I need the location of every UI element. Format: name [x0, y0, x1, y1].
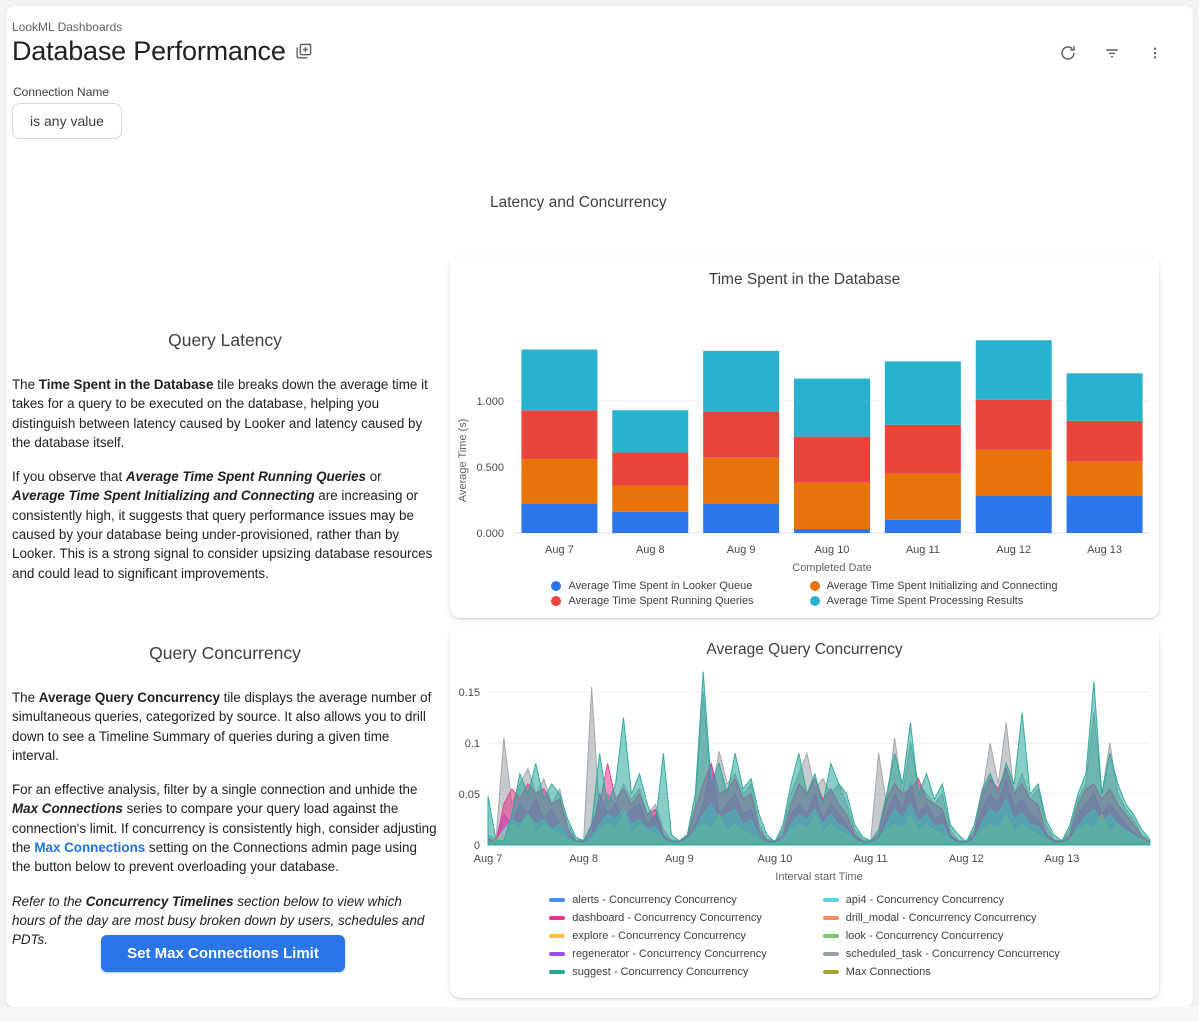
text-run: tile displays the average number of simultaneous queries, categorized by source. It also allows you to drill down to see a Timeline Summary of queries during a given time interval.: [12, 690, 432, 763]
bar-segment[interactable]: [976, 400, 1052, 450]
legend-item[interactable]: [823, 912, 1060, 924]
x-tick-label: Aug 11: [853, 853, 888, 865]
x-tick-label: Aug 13: [1087, 544, 1123, 556]
legend-item[interactable]: [549, 948, 766, 960]
y-axis-title: Average Time (s): [457, 418, 469, 503]
legend-swatch: [823, 934, 839, 938]
bar-segment[interactable]: [976, 340, 1052, 399]
text-run: The: [12, 690, 39, 705]
x-tick-label: Aug 11: [905, 544, 940, 556]
legend-swatch: [549, 970, 565, 974]
bar-segment[interactable]: [885, 474, 961, 520]
legend-swatch: [823, 916, 839, 920]
bar-segment[interactable]: [976, 496, 1052, 533]
legend-item[interactable]: [549, 894, 766, 906]
query-concurrency-paragraph-2: [12, 780, 438, 876]
x-tick-label: Aug 12: [948, 853, 984, 865]
page-title: Database Performance: [12, 36, 286, 66]
page-bottom-band: [0, 1007, 1199, 1021]
text-run-bold-italic: Average Time Spent Running Queries: [125, 469, 366, 485]
y-tick-label: 0.500: [476, 462, 504, 474]
y-tick-label: 1.000: [476, 396, 504, 408]
chart-title: Average Query Concurrency: [706, 641, 903, 658]
bar-segment[interactable]: [612, 452, 688, 485]
concurrency-area-chart[interactable]: [450, 659, 1159, 890]
legend-label: drill_modal - Concurrency Concurrency: [845, 912, 1037, 924]
bar-segment[interactable]: [885, 361, 961, 424]
x-axis-title: Completed Date: [792, 562, 872, 573]
bar-segment[interactable]: [794, 379, 870, 437]
bar-segment[interactable]: [703, 351, 779, 412]
tile-average-query-concurrency: [450, 628, 1159, 998]
legend-item[interactable]: [823, 966, 1060, 978]
text-run-italic: section below to view which hours of the day are most busy broken down by users, schedules and PDTs.: [12, 893, 425, 948]
y-tick-label: 0.05: [458, 789, 480, 801]
query-concurrency-paragraph-1: [12, 688, 438, 765]
legend-item[interactable]: [549, 912, 766, 924]
legend-item[interactable]: [823, 894, 1060, 906]
legend-swatch: [823, 952, 839, 956]
x-tick-label: Aug 9: [664, 853, 694, 865]
x-tick-label: Aug 10: [757, 853, 793, 865]
legend-swatch: [823, 898, 839, 902]
legend-label: suggest - Concurrency Concurrency: [572, 966, 749, 978]
text-run: For an effective analysis, filter by a single connection and unhide the: [12, 782, 418, 798]
legend-item[interactable]: [551, 580, 753, 592]
set-max-connections-button[interactable]: Set Max Connections Limit: [101, 935, 345, 972]
bar-segment[interactable]: [885, 520, 961, 533]
bar-segment[interactable]: [703, 458, 779, 504]
bar-segment[interactable]: [521, 350, 597, 411]
breadcrumb[interactable]: LookML Dashboards: [12, 20, 123, 34]
legend-swatch: [823, 970, 839, 974]
bar-segment[interactable]: [1067, 496, 1143, 533]
x-tick-label: Aug 7: [473, 853, 503, 865]
text-run: or: [366, 469, 382, 485]
tile-time-spent-in-database: [450, 258, 1159, 618]
legend-swatch: [549, 934, 565, 938]
legend-label: Average Time Spent Initializing and Connecting: [826, 580, 1058, 592]
max-connections-link[interactable]: Max Connections: [34, 840, 146, 856]
legend-swatch: [549, 952, 565, 956]
bar-segment[interactable]: [521, 459, 597, 504]
area-chart-legend: [450, 894, 1159, 978]
bar-segment[interactable]: [703, 504, 779, 533]
area-chart-svg[interactable]: [450, 659, 1159, 885]
query-latency-paragraph-1: [12, 375, 438, 452]
y-tick-label: 0.000: [476, 528, 504, 540]
query-concurrency-heading: Query Concurrency: [149, 643, 301, 663]
legend-swatch: [551, 581, 561, 591]
refresh-icon[interactable]: [1057, 42, 1079, 64]
legend-label: scheduled_task - Concurrency Concurrency: [845, 948, 1060, 960]
filter-label: Connection Name: [13, 85, 110, 99]
text-run-bold: Average Query Concurrency: [38, 690, 220, 705]
legend-swatch: [810, 596, 820, 606]
query-concurrency-text-block: [12, 643, 438, 965]
text-run: The: [12, 377, 39, 392]
legend-label: explore - Concurrency Concurrency: [572, 930, 746, 942]
bar-segment[interactable]: [794, 529, 870, 533]
legend-label: Average Time Spent in Looker Queue: [568, 580, 753, 592]
bar-segment[interactable]: [794, 483, 870, 529]
legend-label: alerts - Concurrency Concurrency: [572, 894, 737, 906]
bar-segment[interactable]: [612, 410, 688, 452]
y-tick-label: 0.15: [458, 687, 480, 699]
query-latency-heading: Query Latency: [168, 330, 282, 350]
legend-label: dashboard - Concurrency Concurrency: [572, 912, 762, 924]
duplicate-dashboard-icon[interactable]: [294, 42, 313, 61]
bar-segment[interactable]: [521, 410, 597, 459]
legend-label: Average Time Spent Running Queries: [568, 595, 754, 607]
text-run: setting on the Connections admin page using the button below to prevent overloading your database.: [12, 840, 417, 875]
bar-segment[interactable]: [703, 412, 779, 458]
legend-swatch: [549, 916, 565, 920]
y-tick-label: 0.1: [464, 738, 480, 750]
x-axis-title: Interval start Time: [775, 871, 863, 883]
legend-label: Average Time Spent Processing Results: [826, 595, 1024, 607]
legend-item[interactable]: [549, 966, 766, 978]
legend-swatch: [549, 898, 565, 902]
x-tick-label: Aug 13: [1044, 853, 1080, 865]
legend-item[interactable]: [549, 930, 766, 942]
text-run: series to compare your query load against the connection's limit. If concurrency is consistently high, consider adjusting the: [12, 801, 437, 856]
legend-label: Max Connections: [845, 966, 931, 978]
kebab-menu-icon[interactable]: [1145, 42, 1165, 64]
bar-segment[interactable]: [612, 485, 688, 511]
bar-segment[interactable]: [1067, 462, 1143, 496]
bar-segment[interactable]: [1067, 373, 1143, 421]
bar-chart-legend: [450, 580, 1159, 607]
query-latency-paragraph-2: [12, 467, 438, 583]
legend-swatch: [810, 581, 820, 591]
text-run: tile breaks down the average time it takes for a query to be executed on the database, helping you distinguish between latency caused by Looker and latency caused by the database itself.: [12, 377, 428, 450]
legend-item[interactable]: [823, 948, 1060, 960]
bar-segment[interactable]: [1067, 421, 1143, 462]
legend-label: regenerator - Concurrency Concurrency: [572, 948, 767, 960]
bar-segment[interactable]: [976, 450, 1052, 496]
legend-item[interactable]: [823, 930, 1060, 942]
time-spent-bar-chart[interactable]: [450, 289, 1159, 578]
text-run: If you observe that: [12, 469, 126, 485]
bar-chart-svg[interactable]: [450, 289, 1159, 573]
x-tick-label: Aug 8: [569, 853, 599, 865]
legend-item[interactable]: [810, 580, 1058, 592]
legend-label: api4 - Concurrency Concurrency: [845, 894, 1005, 906]
filter-icon[interactable]: [1101, 42, 1123, 64]
x-tick-label: Aug 7: [545, 544, 574, 556]
query-latency-text-block: [12, 330, 438, 598]
bar-segment[interactable]: [612, 512, 688, 533]
legend-item[interactable]: [551, 595, 753, 607]
legend-item[interactable]: [810, 595, 1058, 607]
bar-segment[interactable]: [521, 504, 597, 533]
legend-swatch: [551, 596, 561, 606]
text-run-italic: Refer to the: [12, 893, 86, 909]
bar-segment[interactable]: [885, 425, 961, 474]
x-tick-label: Aug 8: [635, 544, 665, 556]
x-tick-label: Aug 9: [726, 544, 756, 556]
text-run: are increasing or consistently high, it suggests that query performance issues may be caused by your database being under-provisioned, rather than by Looker. This is a strong signal to consider upsizing database resources and could lead to significant improvements.: [12, 488, 433, 581]
legend-label: look - Concurrency Concurrency: [845, 930, 1004, 942]
bar-segment[interactable]: [794, 437, 870, 483]
x-tick-label: Aug 12: [996, 544, 1032, 556]
text-run-bold-italic: Concurrency Timelines: [85, 893, 234, 909]
connection-name-filter[interactable]: is any value: [12, 103, 122, 139]
text-run-bold-italic: Max Connections: [12, 801, 123, 817]
x-tick-label: Aug 10: [814, 544, 850, 556]
section-title: Latency and Concurrency: [490, 194, 667, 211]
y-tick-label: 0: [473, 840, 480, 852]
text-run-bold-italic: Average Time Spent Initializing and Connecting: [12, 488, 315, 504]
chart-title: Time Spent in the Database: [708, 271, 901, 288]
text-run-bold: Time Spent in the Database: [38, 377, 214, 392]
